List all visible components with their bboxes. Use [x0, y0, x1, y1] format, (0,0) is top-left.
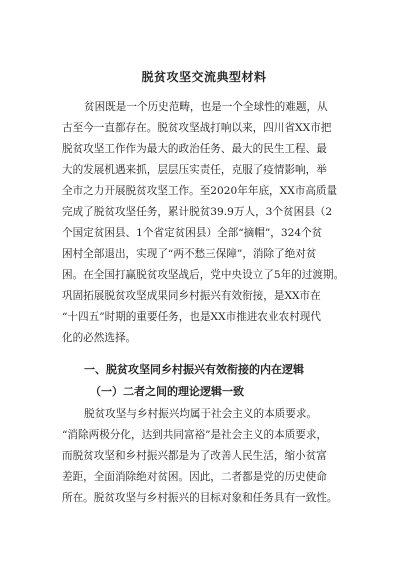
- paragraph-line: 脱贫攻坚工作作为最大的政治任务、最大的民生工程、最: [62, 143, 327, 155]
- paragraph-line: 古至今一直都存在。脱贫攻坚战打响以来，四川省XX市把: [62, 122, 332, 134]
- paragraph-line: 困村全部退出，实现了“两不愁三保障”，消除了绝对贫: [62, 248, 317, 260]
- paragraph-line: 个国定贫困县、1个省定贫困县）全部“摘帽”，324个贫: [62, 227, 323, 239]
- paragraph-line: 完成了脱贫攻坚任务，累计脱贫39.9万人，3个贫困县（2: [62, 206, 333, 218]
- paragraph-line: 所在。脱贫攻坚与乡村振兴的目标对象和任务具有一致性。: [62, 492, 338, 504]
- section-heading: 一、脱贫攻坚同乡村振兴有效衔接的内在逻辑: [84, 363, 304, 376]
- paragraph-line: “十四五”时期的重要任务，也是XX市推进农业农村现代: [62, 311, 321, 323]
- paragraph-line: “消除两极分化，达到共同富裕”是社会主义的本质要求，: [62, 429, 328, 441]
- paragraph-line: 大的发展机遇来抓，层层压实责任，克服了疫情影响，举: [62, 164, 327, 176]
- paragraph-line: 差距，全面消除绝对贫困。因此，二者都是党的历史使命: [62, 471, 327, 483]
- paragraph-line: 巩固拓展脱贫攻坚成果同乡村振兴有效衔接，是XX市在: [62, 290, 321, 302]
- document-title: 脱贫攻坚交流典型材料: [141, 70, 267, 84]
- paragraph-line: 而脱贫攻坚和乡村振兴都是为了改善人民生活，缩小贫富: [62, 450, 327, 462]
- paragraph-line: 脱贫攻坚与乡村振兴均属于社会主义的本质要求。: [84, 408, 318, 420]
- paragraph-line: 贫困既是一个历史范畴，也是一个全球性的难题，从: [84, 101, 328, 113]
- paragraph-line: 全市之力开展脱贫攻坚工作。至2020年年底，XX市高质量: [62, 185, 338, 197]
- paragraph-line: 化的必然选择。: [62, 332, 137, 344]
- paragraph-line: 困。在全国打赢脱贫攻坚战后，党中央设立了5年的过渡期。: [62, 269, 345, 281]
- subsection-heading: （一）二者之间的理论逻辑一致: [90, 385, 244, 398]
